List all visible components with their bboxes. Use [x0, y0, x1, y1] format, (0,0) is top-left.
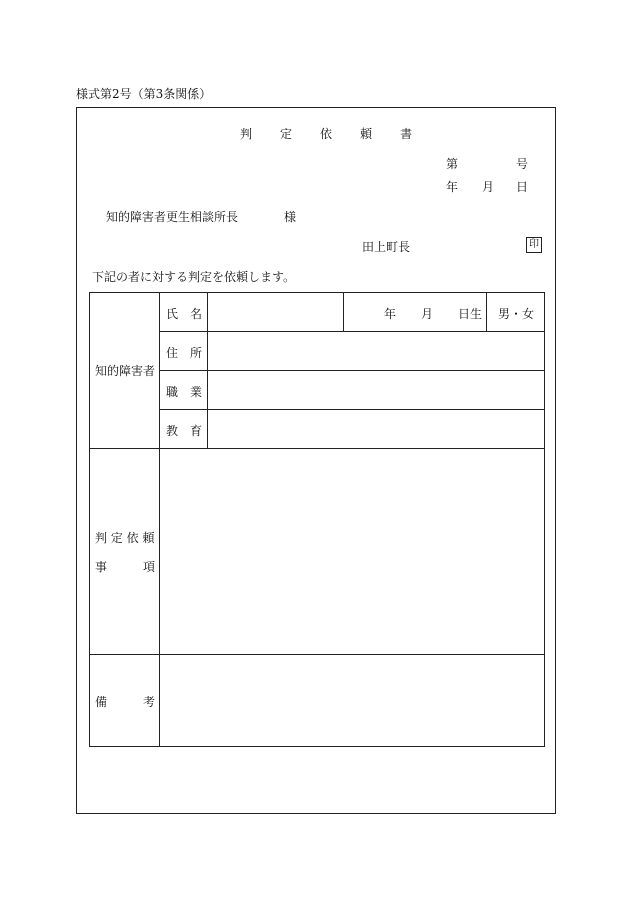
doc-number-prefix: 第	[446, 157, 459, 171]
occupation-label: 職 業	[166, 385, 203, 399]
table-line	[159, 370, 545, 371]
doc-number-suffix: 号	[516, 157, 529, 171]
addressee: 知的障害者更生相談所長	[106, 210, 239, 224]
title-char: 頼	[360, 127, 373, 141]
gender-label: 男・女	[498, 307, 535, 321]
intro-text: 下記の者に対する判定を依頼します。	[92, 270, 296, 284]
title-char: 判	[240, 127, 253, 141]
table-line	[159, 331, 545, 332]
table-line	[159, 292, 160, 747]
table-line	[89, 292, 545, 293]
request-label-line1: 判 定 依 頼	[95, 531, 155, 545]
table-line	[486, 292, 487, 332]
table-line	[89, 746, 545, 747]
issuer: 田上町長	[362, 240, 411, 254]
education-label: 教 育	[166, 424, 203, 438]
address-label: 住 所	[166, 346, 203, 360]
date-year: 年	[446, 180, 459, 194]
title-char: 書	[400, 127, 413, 141]
birth-month-label: 月	[421, 307, 434, 321]
request-label-line2: 事 項	[95, 560, 156, 574]
birth-year-label: 年	[384, 307, 397, 321]
date-month: 月	[482, 180, 495, 194]
date-day: 日	[516, 180, 529, 194]
table-line	[343, 292, 344, 332]
table-line	[159, 409, 545, 410]
table-line	[89, 448, 545, 449]
subject-label: 知的障害者	[95, 364, 156, 378]
document-title	[240, 125, 412, 142]
title-char: 依	[320, 127, 333, 141]
table-line	[544, 292, 545, 747]
addressee-honorific: 様	[284, 210, 297, 224]
seal-mark: 印	[526, 237, 542, 253]
table-line	[89, 654, 545, 655]
table-line	[89, 292, 90, 747]
birth-day-label: 日生	[458, 307, 483, 321]
form-number: 様式第2号（第3条関係）	[76, 87, 212, 101]
title-char: 定	[280, 127, 293, 141]
name-label: 氏 名	[166, 307, 203, 321]
remarks-label: 備 考	[95, 695, 156, 709]
